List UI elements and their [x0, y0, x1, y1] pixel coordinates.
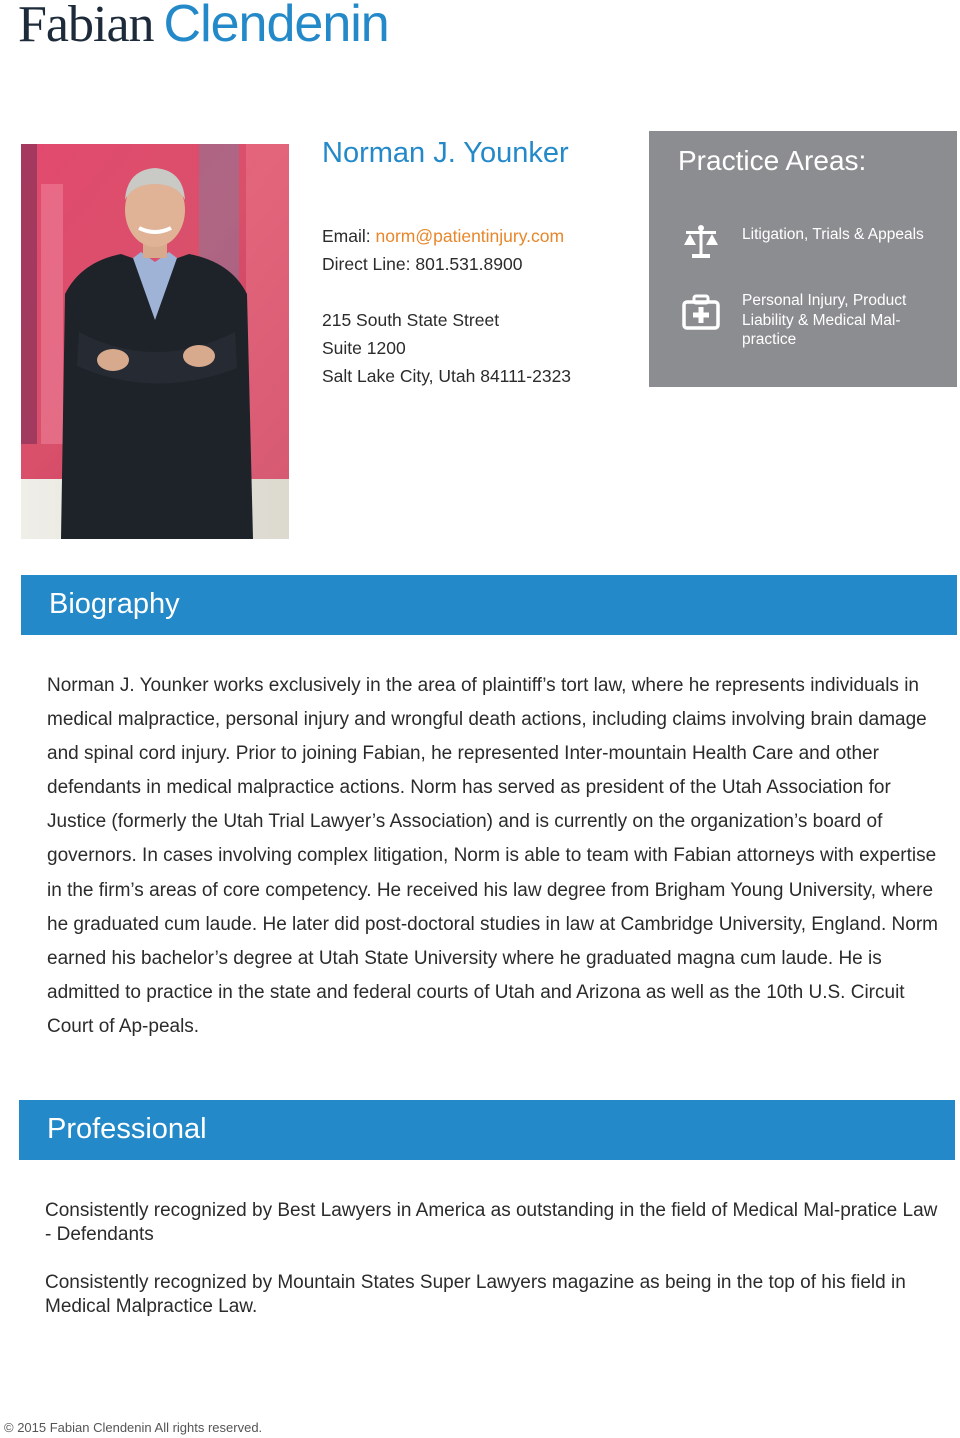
biography-section-header	[21, 575, 957, 635]
professional-heading: Professional	[47, 1113, 207, 1145]
email-line	[322, 222, 564, 250]
practice-areas-panel	[649, 131, 957, 387]
logo-word-fabian: Fabian	[18, 0, 154, 53]
direct-line: Direct Line: 801.531.8900	[322, 254, 523, 274]
address-street: 215 South State Street	[322, 310, 500, 330]
medical-kit-icon	[682, 293, 720, 331]
logo-word-clendenin: Clendenin	[163, 0, 389, 53]
professional-item: Consistently recognized by Best Lawyers in America as outstanding in the field of Medical Mal-pratice Law - Defendants	[45, 1200, 938, 1245]
copyright-footer: © 2015 Fabian Clendenin All rights reserved.	[4, 1420, 263, 1435]
firm-logo	[18, 0, 389, 52]
practice-areas-title: Practice Areas:	[678, 145, 867, 176]
attorney-name: Norman J. Younker	[322, 137, 569, 169]
professional-section-header	[19, 1100, 955, 1160]
scales-of-justice-icon	[682, 223, 720, 261]
address-city: Salt Lake City, Utah 84111-2323	[322, 366, 572, 386]
biography-heading: Biography	[49, 588, 180, 620]
portrait-image	[21, 144, 289, 539]
email-label: Email:	[322, 226, 376, 246]
attorney-portrait	[21, 144, 289, 539]
practice-item-label: Litigation, Trials & Appeals	[742, 226, 924, 243]
biography-text: Norman J. Younker works exclusively in the area of plaintiff’s tort law, where he represents individuals in medical malpractice, personal injury and wrongful death actions, including claims involving brain damage and spinal cord injury. Prior to joining Fabian, he represented Inter-mountain Health Care and other defendants in medical malpractice actions. Norm has served as president of the Utah Association for Justice (formerly the Utah Trial Lawyer’s Association) and is currently on the organization’s board of governors. In cases involving complex litigation, Norm is able to team with Fabian attorneys with expertise in the firm’s areas of core competency. He received his law degree from Brigham Young University, where he graduated cum laude. He later did post-doctoral studies in law at Cambridge University, England. Norm earned his bachelor’s degree at Utah State University where he graduated magna cum laude. He is admitted to practice in the state and federal courts of Utah and Arizona as well as the 10th U.S. Circuit Court of Ap-peals.	[47, 675, 938, 1037]
address-suite: Suite 1200	[322, 338, 406, 358]
professional-item: Consistently recognized by Mountain States Super Lawyers magazine as being in the top of his field in Medical Malpractice Law.	[45, 1272, 906, 1317]
practice-item-label: Personal Injury, Product Liability & Medical Mal-practice	[742, 292, 907, 348]
email-link[interactable]: norm@patientinjury.com	[375, 226, 565, 246]
